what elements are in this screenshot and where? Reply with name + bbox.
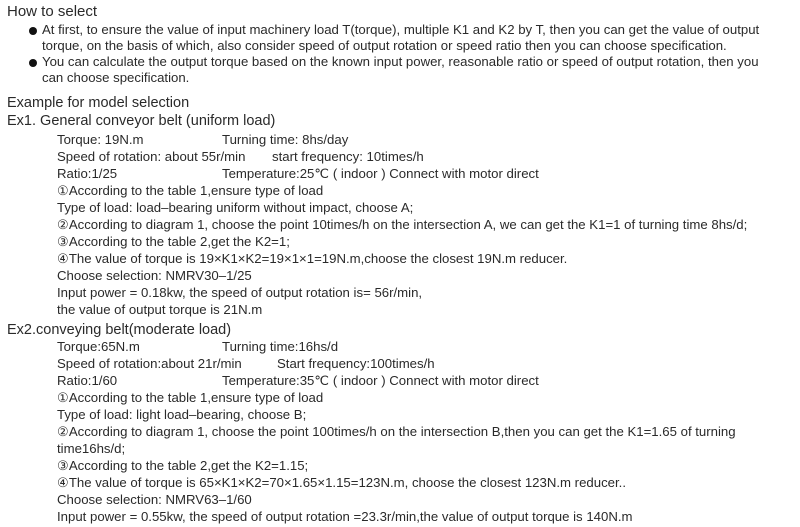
bullet-1-line-1: At first, to ensure the value of input machinery load T(torque), multiple K1 and K2 by T, then you can get the value of output	[42, 22, 760, 37]
bullet-1-line-2: torque, on the basis of which, also consider speed of output rotation or speed ratio then you can choose specification.	[42, 38, 727, 53]
ex2-load-type: Type of load: light load–bearing, choose B;	[57, 407, 307, 422]
ex2-step-2-line-2: time16hs/d;	[57, 441, 126, 456]
ex1-temperature: Temperature:25℃ ( indoor ) Connect with motor direct	[222, 166, 539, 181]
ex2-step-2-line-1: ②According to diagram 1, choose the point 100times/h on the intersection B,then you can get the K1=1.65 of turning	[57, 424, 736, 439]
ex1-step-3: ③According to the table 2,get the K2=1;	[57, 234, 290, 249]
ex2-start-frequency: Start frequency:100times/h	[277, 356, 435, 371]
bullet-2-line-1: You can calculate the output torque based on the known input power, reasonable ratio or speed of output rotation, then you	[42, 54, 759, 69]
example-title: Example for model selection	[7, 95, 190, 111]
ex1-input-power: Input power = 0.18kw, the speed of output rotation is= 56r/min,	[57, 285, 423, 300]
ex2-ratio: Ratio:1/60	[57, 373, 118, 388]
ex2-step-3: ③According to the table 2,get the K2=1.15;	[57, 458, 309, 473]
ex2-step-1: ①According to the table 1,ensure type of load	[57, 390, 324, 405]
ex2-selection: Choose selection: NMRV63–1/60	[57, 492, 252, 507]
section-heading: How to select	[7, 3, 98, 20]
ex1-step-4: ④The value of torque is 19×K1×K2=19×1×1=19N.m,choose the closest 19N.m reducer.	[57, 251, 568, 266]
ex2-input-power: Input power = 0.55kw, the speed of output rotation =23.3r/min,the value of output torque is 140N.m	[57, 509, 633, 524]
ex2-speed: Speed of rotation:about 21r/min	[57, 356, 242, 371]
ex1-load-type: Type of load: load–bearing uniform without impact, choose A;	[57, 200, 414, 215]
ex1-selection: Choose selection: NMRV30–1/25	[57, 268, 252, 283]
ex2-step-4: ④The value of torque is 65×K1×K2=70×1.65×1.15=123N.m, choose the closest 123N.m reducer..	[57, 475, 626, 490]
ex2-temperature: Temperature:35℃ ( indoor ) Connect with motor direct	[222, 373, 539, 388]
ex1-ratio: Ratio:1/25	[57, 166, 118, 181]
bullet-dot-icon	[29, 59, 37, 67]
ex1-output-torque: the value of output torque is 21N.m	[57, 302, 263, 317]
bullet-2-line-2: can choose specification.	[42, 70, 190, 85]
ex1-step-1: ①According to the table 1,ensure type of load	[57, 183, 324, 198]
bullet-dot-icon	[29, 27, 37, 35]
ex2-turning-time: Turning time:16hs/d	[222, 339, 339, 354]
ex1-start-frequency: start frequency: 10times/h	[272, 149, 424, 164]
ex1-title: Ex1. General conveyor belt (uniform load)	[7, 113, 276, 129]
ex1-speed: Speed of rotation: about 55r/min	[57, 149, 246, 164]
ex2-title: Ex2.conveying belt(moderate load)	[7, 322, 232, 338]
ex2-torque: Torque:65N.m	[57, 339, 140, 354]
ex1-torque: Torque: 19N.m	[57, 132, 144, 147]
ex1-step-2: ②According to diagram 1, choose the point 10times/h on the intersection A, we can get the K1=1 of turning time 8hs/d;	[57, 217, 748, 232]
ex1-turning-time: Turning time: 8hs/day	[222, 132, 349, 147]
